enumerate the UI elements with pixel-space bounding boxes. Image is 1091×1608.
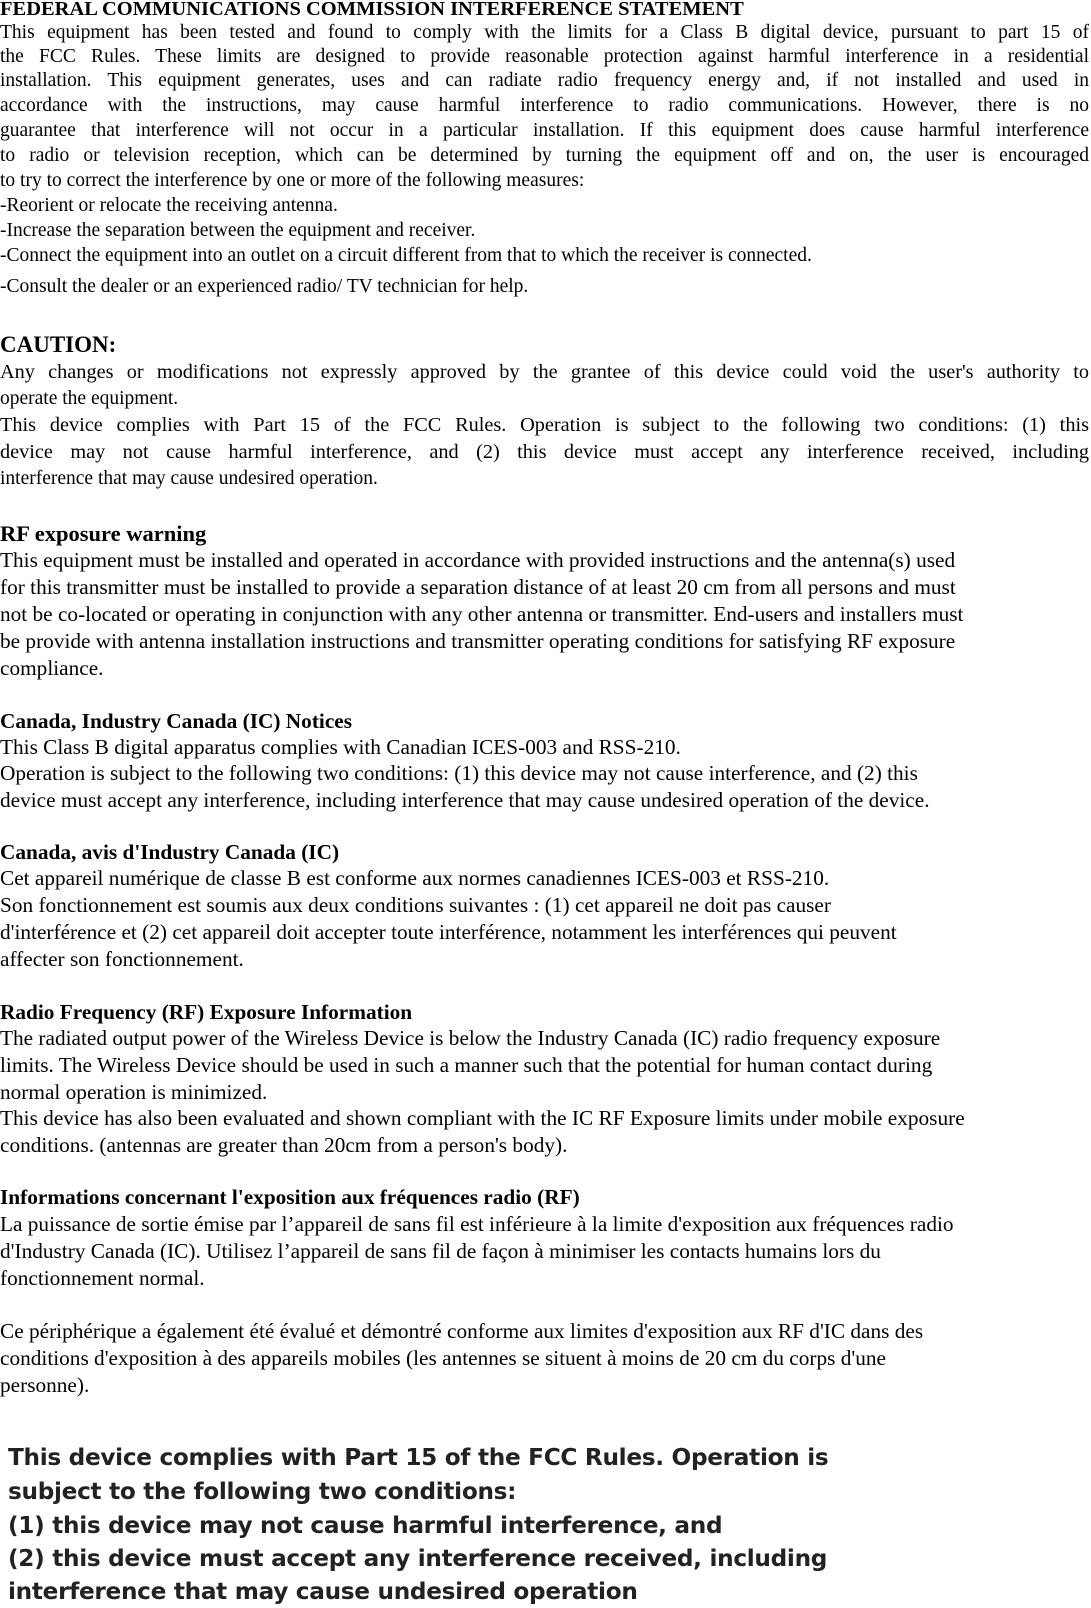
caution-line: interference that may cause undesired operation. xyxy=(0,468,378,489)
rf-info-line: The radiated output power of the Wireless Device is below the Industry Canada (IC) radio frequency exposure xyxy=(0,1026,941,1050)
fcc-label-line: This device complies with Part 15 of the FCC Rules. Operation is xyxy=(8,1444,829,1471)
rf-fr-line: La puissance de sortie émise par l’appareil de sans fil est inférieure à la limite d'exposition aux fréquences radio xyxy=(0,1212,954,1236)
fcc-line: the FCC Rules. These limits are designed to provide reasonable protection against harmful interference in a residential xyxy=(0,46,1089,67)
fcc-line: accordance with the instructions, may cause harmful interference to radio communications. However, there is no xyxy=(0,95,1089,116)
fcc-measure: -Consult the dealer or an experienced radio/ TV technician for help. xyxy=(0,276,529,297)
caution-line: This device complies with Part 15 of the FCC Rules. Operation is subject to the following two conditions: (1) this xyxy=(0,414,1089,436)
fcc-label-line: (2) this device must accept any interference received, including xyxy=(8,1545,828,1572)
rf-fr-line: Ce périphérique a également été évalué et démontré conforme aux limites d'exposition aux RF d'IC dans des xyxy=(0,1319,924,1343)
rf-warning-line: This equipment must be installed and operated in accordance with provided instructions and the antenna(s) used xyxy=(0,548,956,572)
fcc-title: FEDERAL COMMUNICATIONS COMMISSION INTERFERENCE STATEMENT xyxy=(0,0,744,20)
fcc-measure: -Connect the equipment into an outlet on a circuit different from that to which the receiver is connected. xyxy=(0,245,812,266)
rf-fr-line: conditions d'exposition à des appareils mobiles (les antennes se situent à moins de 20 cm du corps d'une xyxy=(0,1346,886,1370)
rf-warning-title: RF exposure warning xyxy=(0,521,207,546)
rf-info-line: limits. The Wireless Device should be used in such a manner such that the potential for human contact during xyxy=(0,1053,933,1077)
fcc-measure: -Increase the separation between the equipment and receiver. xyxy=(0,220,476,241)
rf-fr-line: fonctionnement normal. xyxy=(0,1266,205,1290)
rf-fr-line: personne). xyxy=(0,1373,90,1397)
rf-info-line: This device has also been evaluated and shown compliant with the IC RF Exposure limits under mobile exposure xyxy=(0,1106,965,1130)
caution-line: Any changes or modifications not expressly approved by the grantee of this device could void the user's authority to xyxy=(0,361,1089,383)
ic-avis-line: d'interférence et (2) cet appareil doit accepter toute interférence, notamment les interférences qui peuvent xyxy=(0,920,897,944)
rf-info-line: conditions. (antennas are greater than 20cm from a person's body). xyxy=(0,1133,568,1157)
ic-notice-line: This Class B digital apparatus complies with Canadian ICES-003 and RSS-210. xyxy=(0,735,681,759)
caution-line: operate the equipment. xyxy=(0,388,179,409)
fcc-line: installation. This equipment generates, uses and can radiate radio frequency energy and, if not installed and used in xyxy=(0,70,1089,91)
ic-avis-line: Son fonctionnement est soumis aux deux conditions suivantes : (1) cet appareil ne doit pas causer xyxy=(0,893,831,917)
ic-notice-line: device must accept any interference, including interference that may cause undesired operation of the device. xyxy=(0,788,930,812)
caution-title: CAUTION: xyxy=(0,332,117,357)
ic-avis-line: affecter son fonctionnement. xyxy=(0,947,244,971)
rf-warning-line: be provide with antenna installation instructions and transmitter operating conditions for satisfying RF exposure xyxy=(0,629,956,653)
rf-warning-line: not be co-located or operating in conjunction with any other antenna or transmitter. End-users and installers must xyxy=(0,602,964,626)
fcc-line: to radio or television reception, which can be determined by turning the equipment off and on, the user is encouraged xyxy=(0,145,1089,166)
fcc-measure: -Reorient or relocate the receiving antenna. xyxy=(0,195,338,216)
rf-warning-line: for this transmitter must be installed to provide a separation distance of at least 20 cm from all persons and must xyxy=(0,575,956,599)
fcc-label-line: subject to the following two conditions: xyxy=(8,1478,517,1505)
fcc-line: to try to correct the interference by one or more of the following measures: xyxy=(0,170,585,191)
rf-fr-title: Informations concernant l'exposition aux fréquences radio (RF) xyxy=(0,1185,580,1209)
fcc-line: guarantee that interference will not occur in a particular installation. If this equipment does cause harmful interference xyxy=(0,120,1089,141)
ic-notice-title: Canada, Industry Canada (IC) Notices xyxy=(0,709,353,733)
rf-warning-line: compliance. xyxy=(0,656,104,680)
rf-info-line: normal operation is minimized. xyxy=(0,1080,268,1104)
ic-avis-title: Canada, avis d'Industry Canada (IC) xyxy=(0,840,340,864)
fcc-line: This equipment has been tested and found to comply with the limits for a Class B digital device, pursuant to part 15 of xyxy=(0,22,1089,43)
rf-fr-line: d'Industry Canada (IC). Utilisez l’appareil de sans fil de façon à minimiser les contacts humains lors du xyxy=(0,1239,881,1263)
caution-line: device may not cause harmful interference, and (2) this device must accept any interference received, including xyxy=(0,441,1089,463)
ic-avis-line: Cet appareil numérique de classe B est conforme aux normes canadiennes ICES-003 et RSS-210. xyxy=(0,866,830,890)
ic-notice-line: Operation is subject to the following two conditions: (1) this device may not cause interference, and (2) this xyxy=(0,761,918,785)
fcc-label-excerpt xyxy=(8,1438,838,1608)
rf-info-title: Radio Frequency (RF) Exposure Information xyxy=(0,1000,413,1024)
fcc-label-line: (1) this device may not cause harmful interference, and xyxy=(8,1512,723,1539)
fcc-label-line: interference that may cause undesired operation xyxy=(8,1578,638,1605)
